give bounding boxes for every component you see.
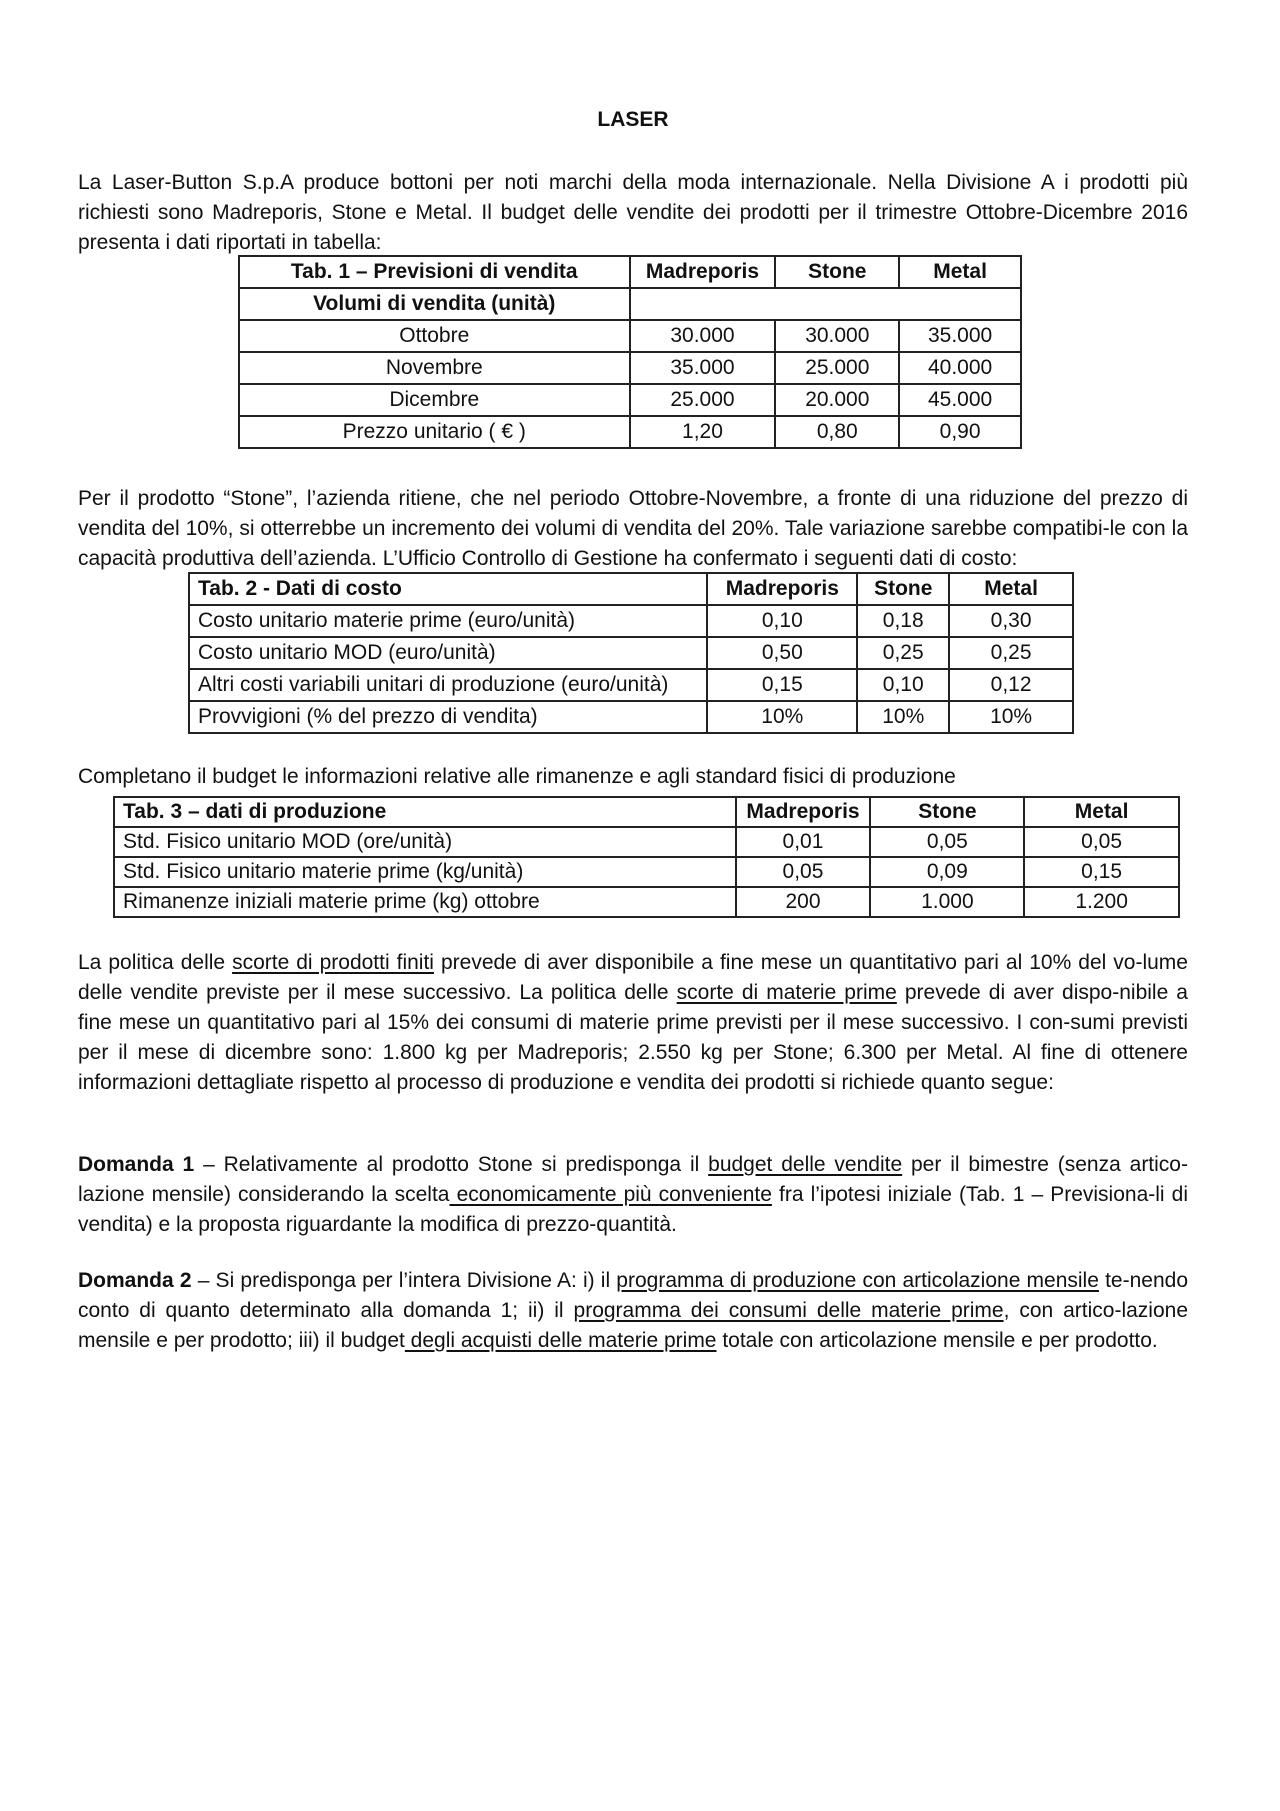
underlined-term: degli acquisti delle materie prime [404,1329,717,1352]
table-cell: 0,90 [899,416,1021,448]
table-cell: 0,09 [870,857,1024,887]
table-cell: 0,15 [707,669,857,701]
table-cell: 1.000 [870,887,1024,917]
table-row [114,887,1179,917]
question-2: Domanda 2 – Si predisponga per l’intera Divisione A: i) il programma di produzione con articolazione mensile te-nendo conto di quanto determinato alla domanda 1; ii) il programma dei consumi delle materie prime, con artico-lazione mensile e per prodotto; iii) il budget degli acquisti delle materie prime totale con articolazione mensile e per prodotto. [78,1269,1189,1352]
table-cell: 1.200 [1024,887,1179,917]
stone-paragraph: Per il prodotto “Stone”, l’azienda ritiene, che nel periodo Ottobre-Novembre, a fronte di una riduzione del prezzo di vendita del 10%, si otterrebbe un incremento dei volumi di vendita del 20%. Tale variazione sarebbe compatibi-le con la capacità produttiva dell’azienda. L’Ufficio Controllo di Gestione ha confermato i seguenti dati di costo: [78,487,1188,570]
table-cell: 0,30 [949,605,1073,637]
question-1: Domanda 1 – Relativamente al prodotto Stone si predisponga il budget delle vendite per il bimestre (senza artico-lazione mensile) considerando la scelta economicamente più conveniente fra l’ipotesi iniziale (Tab. 1 – Previsiona-li di vendita) e la proposta riguardante la modifica di prezzo-quantità. [78,1153,1188,1236]
table-header-cell: Madreporis [736,797,871,827]
table-cell: 0,50 [707,637,857,669]
table-cell: Std. Fisico unitario materie prime (kg/unità) [114,857,736,887]
table-cell: Std. Fisico unitario MOD (ore/unità) [114,827,736,857]
table-header-cell: Metal [1024,797,1179,827]
intro-paragraph: La Laser-Button S.p.A produce bottoni per noti marchi della moda internazionale. Nella Divisione A i prodotti più richiesti sono Madreporis, Stone e Metal. Il budget delle vendite dei prodotti per il trimestre Ottobre-Dicembre 2016 presenta i dati riportati in tabella: [78,171,1188,254]
inventory-policy-paragraph: La politica delle scorte di prodotti finiti prevede di aver disponibile a fine mese un quantitativo pari al 10% del vo-lume delle vendite previste per il mese successivo. La politica delle scorte di materie prime prevede di aver dispo-nibile a fine mese un quantitativo pari al 15% dei consumi di materie prime previsti per il mese successivo. I con-sumi previsti per il mese di dicembre sono: 1.800 kg per Madreporis; 2.550 kg per Stone; 6.300 per Metal. Al fine di ottenere informazioni dettagliate rispetto al processo di produzione e vendita dei prodotti si richiede quanto segue: [78,951,1188,1094]
inventory-intro-paragraph: Completano il budget le informazioni relative alle rimanenze e agli standard fisici di produzione [78,765,956,788]
table-cell: 10% [949,701,1073,733]
table-cell: 0,25 [949,637,1073,669]
table-cell: Altri costi variabili unitari di produzione (euro/unità) [189,669,707,701]
table-header-cell: Stone [857,573,949,605]
underlined-term: scorte di prodotti finiti [232,951,434,974]
table-header-cell: Metal [899,256,1021,288]
table-row [239,320,1021,352]
question-label: Domanda 2 [78,1269,192,1292]
table-cell: 0,80 [775,416,899,448]
table-cell: 1,20 [630,416,776,448]
table-header-row [189,573,1073,605]
table-subheader-cell: Volumi di vendita (unità) [239,288,630,320]
table-cell: 40.000 [899,352,1021,384]
table-header-cell: Tab. 3 – dati di produzione [114,797,736,827]
table-row [239,384,1021,416]
underlined-term: economicamente più conveniente [449,1183,772,1206]
question-label: Domanda 1 [78,1153,195,1176]
cost-data-table [188,572,1074,734]
table-header-cell: Madreporis [707,573,857,605]
table-cell: 30.000 [630,320,776,352]
table-header-cell: Metal [949,573,1073,605]
table-cell: 0,25 [857,637,949,669]
underlined-term: programma dei consumi delle materie prime [573,1299,1004,1322]
table-cell: 20.000 [775,384,899,416]
table-cell: 0,05 [736,857,871,887]
table-cell: Ottobre [239,320,630,352]
table-cell: 200 [736,887,871,917]
table-cell: Prezzo unitario ( € ) [239,416,630,448]
table-cell: Costo unitario materie prime (euro/unità) [189,605,707,637]
table-cell: 0,12 [949,669,1073,701]
table-cell: 25.000 [630,384,776,416]
underlined-term: budget delle vendite [708,1153,903,1176]
sales-forecast-table [238,255,1022,449]
table-cell: 35.000 [899,320,1021,352]
table-cell: 0,18 [857,605,949,637]
table-cell: 45.000 [899,384,1021,416]
table-row [189,669,1073,701]
table-header-cell: Madreporis [630,256,776,288]
table-cell: Provvigioni (% del prezzo di vendita) [189,701,707,733]
table-cell: 30.000 [775,320,899,352]
table-header-cell: Tab. 1 – Previsioni di vendita [239,256,630,288]
table-row [239,416,1021,448]
table-header-cell: Tab. 2 - Dati di costo [189,573,707,605]
table-cell: 0,10 [707,605,857,637]
document-title: LASER [597,108,669,131]
underlined-term: programma di produzione con articolazione mensile [616,1269,1099,1292]
table-cell: Dicembre [239,384,630,416]
table-header-cell: Stone [870,797,1024,827]
table-cell: 0,01 [736,827,871,857]
table-cell: 10% [707,701,857,733]
table-row [239,352,1021,384]
table-row [114,827,1179,857]
table-cell: 10% [857,701,949,733]
table-header-row [114,797,1179,827]
table-cell: Novembre [239,352,630,384]
table-cell: Costo unitario MOD (euro/unità) [189,637,707,669]
underlined-term: scorte di materie prime [676,981,897,1004]
table-cell: 35.000 [630,352,776,384]
table-cell: 0,05 [870,827,1024,857]
table-row [114,857,1179,887]
table-cell: Rimanenze iniziali materie prime (kg) ottobre [114,887,736,917]
table-cell: 25.000 [775,352,899,384]
table-row [189,701,1073,733]
table-row [189,637,1073,669]
table-cell: 0,10 [857,669,949,701]
table-cell: 0,05 [1024,827,1179,857]
production-data-table [113,796,1180,918]
table-empty-cell [630,288,1021,320]
table-subheader-row [239,288,1021,320]
table-row [189,605,1073,637]
table-header-row [239,256,1021,288]
table-header-cell: Stone [775,256,899,288]
table-cell: 0,15 [1024,857,1179,887]
